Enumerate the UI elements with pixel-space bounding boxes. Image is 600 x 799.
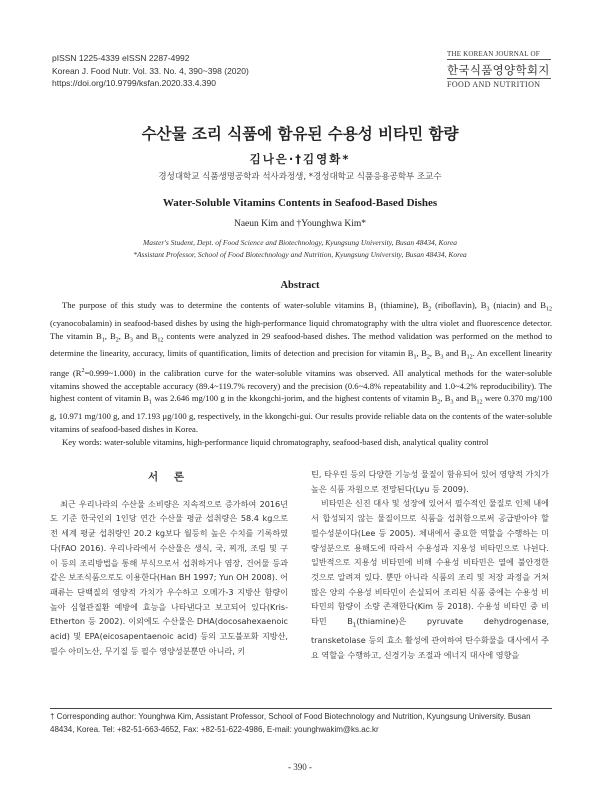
affiliation-english-1: Master's Student, Dept. of Food Science and Biotechnology, Kyungsung University, Busan 48434, Korea [143,238,457,247]
body-column-left [50,470,288,658]
authors-english: Naeun Kim and †Younghwa Kim* [233,219,367,229]
intro-paragraph-1: 최근 우리나라의 수산물 소비량은 지속적으로 증가하여 2016년도 기준 한국인의 1인당 연간 수산물 평균 섭취량은 58.4 kg으로 전 세계 평균 섭취량인 20.2 kg보다 월등히 높은 수치를 기록하였다(FAO 2016). 우리나라에서 수산물은 생식, 국, 찌개, 조림 및 구이 등의 조리방법을 통해 부식으로서 섭취하거나 염장, 건어물 등과 같은 보조식품으로도 이용한다(Han BH 1997; Yun OH 2008). 어패류는 단백질의 영양적 가치가 우수하고 오메가-3 지방산 함량이 높아 심혈관질환 예방에 효능을 나타낸다고 보고되어 있다(Kris-Etherton 등 2002). 이외에도 수산물은 DHA(docosahexaenoic acid) 및 EPA(eicosapentaenoic acid) 등의 고도불포화 지방산, 필수 아미노산, 무기질 등 필수 영양성분뿐만 아니라, 키 [50,498,288,656]
keywords: Key words: water-soluble vitamins, high-performance liquid chromatography, seafood-based dish, analytical quality control [62,436,489,447]
abstract-paragraph: The purpose of this study was to determine the contents of water-soluble vitamins $B_1$ (thiamine), $B_2$ (riboflavin), $B_3$ (niacin) and $B_{12}$ (cyanocobalamin) in seafood-based dishes by using the high-performance liquid chromatography with the ultra violet and fluorescence detector. The vitamin $B_1$, $B_2$, $B_3$ and $B_{12}$ contents were analyzed in 29 seafood-based dishes. The method validation was performed on the method to determine the linearity, accuracy, limits of quantification, limits of detection and precision for vitamin $B_1$, $B_2$, $B_3$ and $B_{12}$. An excellent linearity range $(R^2=0.999\sim 1.000)$ in the calibration curve for the water-soluble vitamins was observed. All analytical methods for the water-soluble vitamins showed the acceptable accuracy (89.4~119.7% recovery) and the precision (0.6~4.8% repeatability and 1.0~4.2% reproducibility). The highest content of vitamin $B_1$ was 2.646 mg/100 g in the kkongchi-jorim, and the highest contents of vitamin $B_2$, $B_3$ and $B_{12}$ were 0.370 mg/100 g, 10.971 mg/100 g, and 17.193 μg/100 g, respectively, in the kkongchi-gui. Our results provide reliable data on the contents of the water-soluble vitamins of seafood-based dishes in Korea. [50,300,553,434]
footnote-divider [50,708,552,709]
page-number: - 390 - [288,762,312,772]
abstract-body [50,299,552,449]
abstract-heading: Abstract [280,280,320,291]
journal-logo-top: THE KOREAN JOURNAL OF [447,50,551,60]
journal-logo-bottom: FOOD AND NUTRITION [447,78,551,89]
title-english: Water-Soluble Vitamins Contents in Seafood-Based Dishes [162,197,438,209]
affiliation-english [0,237,600,261]
authors-korean: 김나은·†김영화* [249,152,351,166]
journal-logo-korean: 한국식품영양학회지 [447,63,550,77]
affiliation-korean: 경성대학교 식품생명공학과 석사과정생, *경성대학교 식품응용공학부 조교수 [158,172,442,182]
journal-logo [447,50,551,89]
body-column-right [311,467,549,663]
affiliation-english-2: *Assistant Professor, School of Food Biotechnology and Nutrition, Kyungsung University, Busan 48434, Korea [133,250,467,259]
issn: pISSN 1225-4339 eISSN 2287-4992 [52,53,190,63]
intro-paragraph-continued: 틴, 타우린 등의 다양한 기능성 물질이 함유되어 있어 영양적 가치가 높은 식품 자원으로 전망된다(Lyu 등 2009). [311,469,549,494]
doi-link[interactable]: https://doi.org/10.9799/ksfan.2020.33.4.390 [52,78,216,88]
citation: Korean J. Food Nutr. Vol. 33. No. 4, 390~398 (2020) [52,65,249,76]
corresponding-author-footnote: † Corresponding author: Younghwa Kim, Assistant Professor, School of Food Biotechnology and Nutrition, Kyungsung University. Busan 48434, Korea. Tel: +82-51-663-4652, Fax: +82-51-622-4986, E-mail: younghwakim@ks.ac.kr [50,712,531,734]
publication-meta [52,52,249,90]
title-korean: 수산물 조리 식품에 함유된 수용성 비타민 함량 [141,125,459,143]
intro-paragraph-2: 비타민은 신진 대사 및 성장에 있어서 필수적인 물질로 인체 내에서 합성되지 않는 물질이므로 식품을 섭취함으로써 공급받아야 할 필수성분이다(Lee 등 2005). 체내에서 중요한 역할을 수행하는 미량성분으로 용해도에 따라서 수용성과 지용성 비타민으로 나뉜다. 일반적으로 지용성 비타민에 비해 수용성 비타민은 열에 불안정한 것으로 알려져 있다. 뿐만 아니라 식품의 조리 및 저장 과정을 거쳐 많은 양의 수용성 비타민이 손실되어 조리된 식품 중에는 수용성 비타민의 함량이 소량 존재한다(Kim 등 2018). 수용성 비타민 중 비타민 $B_1(thiamine)$은 pyruvate dehydrogenase, transketolase 등의 효소 활성에 관여하여 탄수화물을 대사에서 주요 역할을 수행하고, 신경기능 조절과 에너지 대사에 영향을 [311,498,549,661]
section-heading-intro: 서 론 [148,471,190,483]
